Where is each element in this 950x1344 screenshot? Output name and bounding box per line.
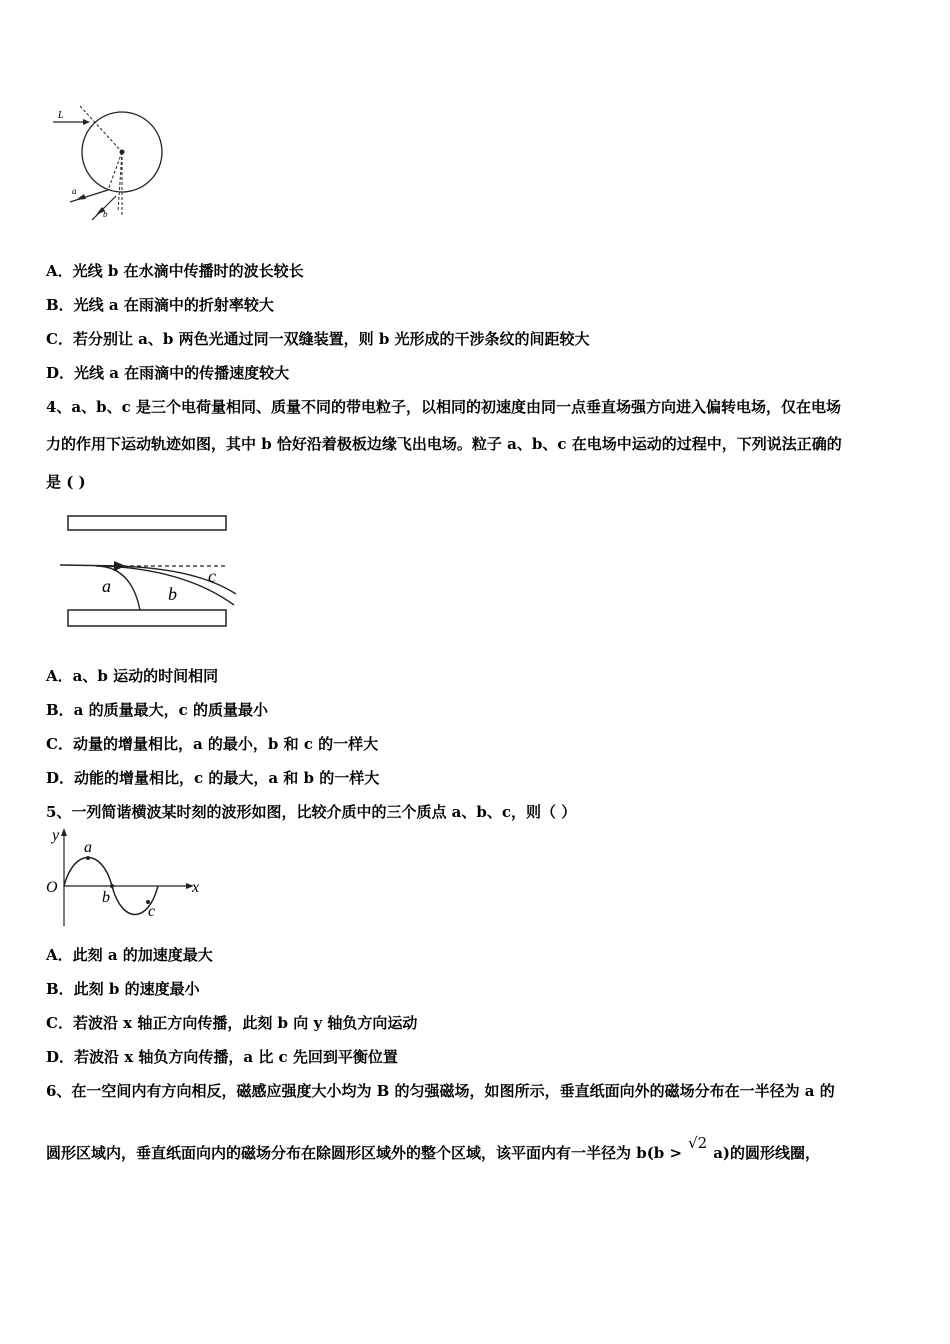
label-b: b	[168, 584, 177, 604]
q3-option-d: D．光线 a 在雨滴中的传播速度较大	[46, 364, 290, 382]
wave-figure	[44, 826, 214, 932]
q4-stem-line1: 4、a、b、c 是三个电荷量相同、质量不同的带电粒子，以相同的初速度由同一点垂直场强方向进入偏转电场，仅在电场	[46, 398, 842, 416]
exit-arrow-a	[76, 194, 86, 200]
q4-option-a: A．a、b 运动的时间相同	[46, 667, 219, 685]
label-x: x	[192, 879, 200, 896]
q4-option-d: D．动能的增量相比，c 的最大，a 和 b 的一样大	[46, 769, 380, 787]
q6-stem-line2	[46, 1134, 821, 1163]
deflection-field-figure	[56, 510, 246, 635]
upper-plate	[68, 516, 226, 530]
point-a	[86, 856, 90, 860]
label-a: a	[84, 839, 92, 856]
label-c: c	[208, 566, 216, 586]
q4-option-c: C．动量的增量相比，a 的最小，b 和 c 的一样大	[46, 735, 379, 753]
label-a: a	[102, 576, 111, 596]
q6-stem-line1: 6、在一空间内有方向相反，磁感应强度大小均为 B 的匀强磁场，如图所示，垂直纸面向外的磁场分布在一半径为 a 的	[46, 1082, 835, 1100]
label-b: b	[103, 209, 108, 219]
label-O: O	[46, 879, 58, 896]
point-b	[110, 884, 114, 888]
q5-option-b: B．此刻 b 的速度最小	[46, 980, 200, 998]
q3-option-b: B．光线 a 在雨滴中的折射率较大	[46, 296, 274, 314]
q4-stem-line3: 是 ( )	[46, 473, 86, 491]
label-L: L	[58, 110, 64, 121]
q3-option-c: C．若分别让 a、b 两色光通过同一双缝装置，则 b 光形成的干涉条纹的间距较大	[46, 330, 590, 348]
label-b: b	[102, 889, 110, 906]
label-c: c	[148, 903, 156, 920]
q5-option-d: D．若波沿 x 轴负方向传播，a 比 c 先回到平衡位置	[46, 1048, 398, 1066]
sqrt-two: √2	[688, 1134, 708, 1152]
q4-stem-line2: 力的作用下运动轨迹如图，其中 b 恰好沿着极板边缘飞出电场。粒子 a、b、c 在电场中运动的过程中，下列说法正确的	[46, 435, 842, 453]
y-axis-arrow	[61, 828, 67, 836]
q5-option-c: C．若波沿 x 轴正方向传播，此刻 b 向 y 轴负方向运动	[46, 1014, 418, 1032]
lower-plate	[68, 610, 226, 626]
q4-option-b: B．a 的质量最大，c 的质量最小	[46, 701, 268, 719]
q3-option-a: A．光线 b 在水滴中传播时的波长较长	[46, 262, 304, 280]
label-a: a	[72, 186, 77, 196]
q5-stem: 5、一列简谐横波某时刻的波形如图，比较介质中的三个质点 a、b、c，则（ ）	[46, 803, 577, 821]
q5-option-a: A．此刻 a 的加速度最大	[46, 946, 213, 964]
raindrop-figure	[48, 100, 178, 230]
q6-stem-line2-after: a)的圆形线圈，	[713, 1144, 821, 1162]
incident-arrow	[83, 119, 90, 125]
q6-stem-line2-before: 圆形区域内，垂直纸面向内的磁场分布在除圆形区域外的整个区域，该平面内有一半径为 b(b >	[46, 1144, 683, 1162]
inner-ray-b	[118, 152, 122, 212]
label-y: y	[52, 827, 60, 844]
